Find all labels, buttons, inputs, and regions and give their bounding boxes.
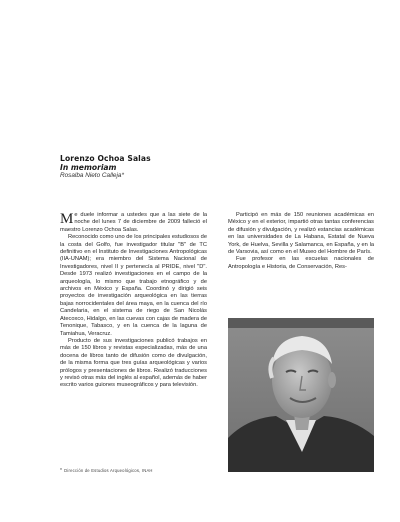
paragraph-1-text: e duele informar a ustedes que a las siete de la noche del lunes 7 de diciembre de 2009 falleció el maestro Lorenzo Ochoa Salas. xyxy=(60,212,207,233)
article-header xyxy=(60,155,350,180)
article-title: Lorenzo Ochoa Salas xyxy=(60,154,151,163)
portrait-illustration xyxy=(228,318,374,472)
article-subtitle: In memoriam xyxy=(60,162,117,172)
footnote-mark: * xyxy=(60,468,63,474)
footnote-text: Dirección de Estudios Arqueológicos, INAH xyxy=(64,468,153,473)
paragraph-5: Fue profesor en las escuelas nacionales de Antropología e Historia, de Conservación, Res- xyxy=(228,256,374,270)
paragraph-3: Producto de sus investigaciones publicó trabajos en más de 150 libros y revistas especializadas, más de una docena de libros tanto de difusión como de divulgación, de la misma forma que tres guías arqueológicas y varios prólogos y presentaciones de libros. Realizó traducciones y revisó otras más del inglés al español, además de haber escrito varios guiones museográficos y para televisión. xyxy=(60,337,207,389)
paragraph-4: Participó en más de 150 reuniones académicas en México y en el exterior, impartió otras tantas conferencias de difusión y divulgación, y realizó estancias académicas en las universidades de La Habana, Estatal de Nueva York, de Huelva, Sevilla y Salamanca, en España, y en la de Varsovia, así como en el Museo del Hombre de París. xyxy=(228,212,374,256)
left-column xyxy=(60,212,207,390)
drop-cap: M xyxy=(60,211,74,227)
paragraph-2: Reconocido como uno de los principales estudiosos de la costa del Golfo, fue investigador titular "B" de TC definitivo en el Instituto de Investigaciones Antropológicas (IIA-UNAM); era miembro del Sistema Nacional de Investigadores, nivel II y pertenecía al PRIDE, nivel "D". Desde 1973 realizó investigaciones en el campo de la arqueología, lo mismo que trabajo etnográfico y de archivos en México y España. Coordinó y dirigió seis proyectos de investigación arqueológica en las tierras bajas norrocidentales del área maya, en la cuenca del río Candelaria, en el sistema de riego de San Nicolás Atecoxco, Hidalgo, en las cuevas con cajas de madera de Tenonique, Tabasco, y en la cuenca de la laguna de Tamiahua, Veracruz. xyxy=(60,234,207,337)
portrait-photo xyxy=(228,318,374,472)
footnote xyxy=(60,468,210,474)
article-author: Rosalba Nieto Calleja* xyxy=(60,172,124,180)
paragraph-1 xyxy=(60,212,207,234)
right-column xyxy=(228,212,374,271)
